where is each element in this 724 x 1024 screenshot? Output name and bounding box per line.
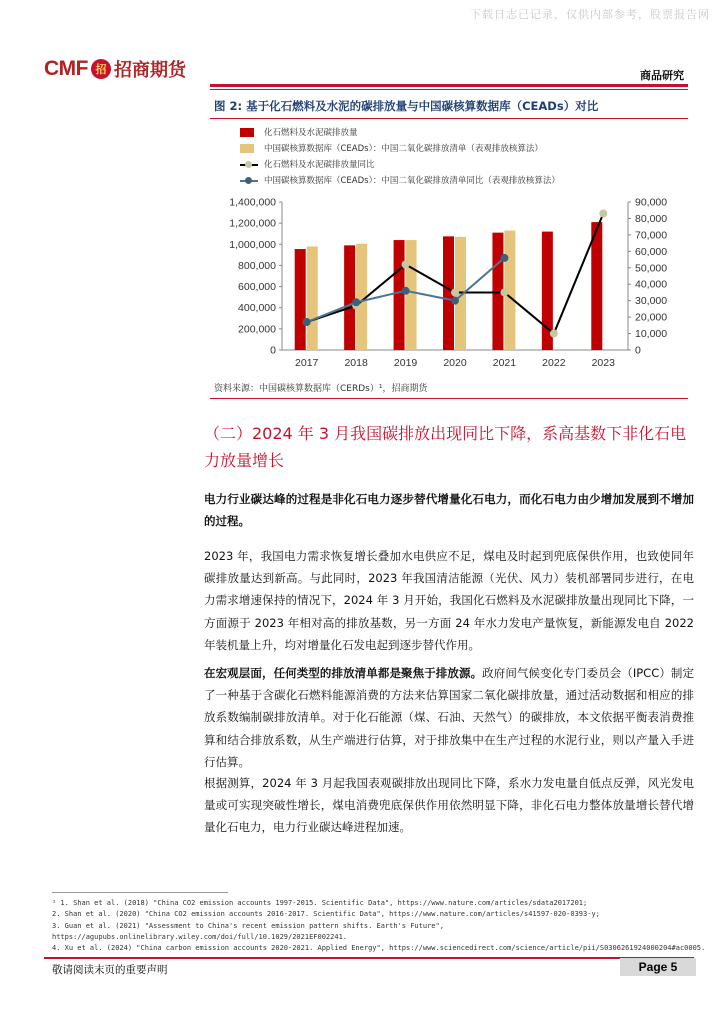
series-point [500, 288, 508, 296]
footer-disclaimer: 敬请阅读末页的重要声明 [52, 964, 168, 976]
legend-swatch [240, 128, 254, 137]
paragraph [204, 662, 694, 773]
x-tick-label: 2022 [542, 357, 566, 369]
x-tick-label: 2023 [591, 357, 615, 369]
bar [295, 249, 306, 350]
left-tick-label: 800,000 [238, 259, 276, 272]
legend-label: 中国碳核算数据库（CEADs）：中国二氧化碳排放清单同比（表观排放核算法） [264, 176, 560, 186]
footnote-line: 2. Shan et al. (2020) "China CO2 emission accounts 2016-2017. Scientific Data", https://www.nature.com/articles/s41597-020-0393-y; [52, 910, 600, 919]
section-heading: （二）2024 年 3 月我国碳排放出现同比下降，系高基数下非化石电力放量增长 [204, 424, 687, 470]
right-tick-label: 20,000 [635, 311, 668, 324]
bar [344, 245, 355, 350]
header-rule [210, 84, 688, 87]
left-tick-label: 400,000 [238, 302, 276, 315]
paragraph [204, 772, 694, 839]
series-point [599, 210, 607, 218]
right-tick-label: 40,000 [635, 278, 668, 291]
series-point [402, 260, 410, 268]
header-rule-thin [210, 89, 688, 90]
series-point [550, 330, 558, 338]
logo-emblem-icon: 招 [91, 59, 111, 79]
left-tick-label: 0 [270, 344, 276, 357]
section-tag: 商品研究 [640, 69, 684, 82]
right-tick-label: 70,000 [635, 229, 668, 242]
left-tick-label: 200,000 [238, 323, 276, 336]
chart-legend [240, 124, 560, 188]
logo-company-name: 招商期货 [114, 60, 186, 81]
watermark: 下载日志已记录，仅供内部参考，股票报告网 [470, 8, 710, 21]
footnote-rule [52, 892, 228, 893]
left-tick-label: 1,000,000 [229, 238, 276, 251]
footnote-line: https://agupubs.onlinelibrary.wiley.com/doi/full/10.1029/2021EF002241. [52, 932, 348, 941]
footnote-line: 3. Guan et al. (2021) "Assessment to China's recent emission pattern shifts. Earth's Future", [52, 921, 444, 930]
legend-line-marker [240, 160, 258, 169]
right-tick-label: 60,000 [635, 245, 668, 258]
paragraph [204, 488, 694, 532]
series-point [451, 288, 459, 296]
legend-label: 化石燃料及水泥碳排放量 [264, 128, 358, 138]
right-tick-label: 80,000 [635, 212, 668, 225]
paragraph-text: 政府间气候变化专门委员会（IPCC）制定了一种基于含碳化石燃料能源消费的方法来估算国家二氧化碳排放量，通过活动数据和相应的排放系数编制碳排放清单。对于化石能源（煤、石油、天然气）的碳排放，本文依据平衡表消费推算和结合排放系数，从生产端进行估算，对于排放集中在生产过程的水泥行业，则以产量入手进行估算。 [204, 666, 694, 769]
right-tick-label: 10,000 [635, 328, 668, 341]
series-point [500, 254, 508, 262]
page-number: Page 5 [620, 958, 696, 976]
left-tick-label: 1,400,000 [229, 196, 276, 209]
bar [307, 246, 318, 350]
figure-source-rule [210, 398, 688, 399]
paragraph-text: 2023 年，我国电力需求恢复增长叠加水电供应不足，煤电及时起到兜底保供作用，也致使同年碳排放量达到新高。与此同时，2023 年我国清洁能源（光伏、风力）装机部署同步进行，在电力需求增速保持的情况下，2024 年 3 月开始，我国化石燃料及水泥碳排放量出现同比下降，一方面源于 2023 年相对高的排放基数，另一方面 24 年水力发电产量恢复，新能源发电自 2022 年装机量上升，均对增量化石发电起到逐步替代作用。 [204, 549, 694, 652]
x-tick-label: 2019 [393, 357, 418, 369]
paragraph-bold: 在宏观层面，任何类型的排放清单都是聚焦于排放源。 [204, 666, 483, 680]
logo-cmf-text: CMF [44, 57, 88, 80]
bar [406, 240, 417, 350]
left-tick-label: 600,000 [238, 281, 276, 294]
legend-entry [240, 140, 560, 156]
right-tick-label: 90,000 [635, 196, 668, 209]
legend-entry [240, 124, 560, 140]
paragraph-text: 根据测算，2024 年 3 月起我国表观碳排放出现同比下降，系水力发电量自低点反弹，风光发电量或可实现突破性增长，煤电消费兜底保供作用依然明显下降，非化石电力整体放量增长替代增量化石电力，电力行业碳达峰进程加速。 [204, 776, 694, 835]
bar [394, 240, 405, 350]
series-point [402, 287, 410, 295]
right-tick-label: 30,000 [635, 295, 668, 308]
legend-entry [240, 156, 560, 172]
legend-swatch [240, 144, 254, 153]
x-tick-label: 2018 [344, 357, 368, 369]
legend-label: 化石燃料及水泥碳排放量同比 [264, 160, 375, 170]
series-point [352, 298, 360, 306]
series-point [451, 297, 459, 305]
paragraph-bold: 电力行业碳达峰的过程是非化石电力逐步替代增量化石电力，而化石电力由少增加发展到不增加的过程。 [204, 492, 694, 529]
x-tick-label: 2020 [443, 357, 467, 369]
footnotes [52, 898, 706, 954]
legend-line-marker [240, 176, 258, 185]
footer-rule [44, 957, 694, 959]
figure-source: 资料来源：中国碳核算数据库（CERDs）¹，招商期货 [214, 384, 428, 394]
series-point [303, 318, 311, 326]
footnote-line: ¹ 1. Shan et al. (2018) "China CO2 emission accounts 1997-2015. Scientific Data", https://www.nature.com/articles/sdata2017201; [52, 899, 588, 907]
legend-entry [240, 172, 560, 188]
paragraph [204, 545, 694, 656]
x-tick-label: 2021 [492, 357, 517, 369]
figure-title-rule [210, 118, 688, 119]
figure-title: 图 2: 基于化石燃料及水泥的碳排放量与中国碳核算数据库（CEADs）对比 [214, 99, 599, 113]
left-tick-label: 1,200,000 [229, 217, 276, 230]
company-logo [44, 56, 186, 82]
x-tick-label: 2017 [295, 357, 319, 369]
footnote-line: 4. Xu et al. (2024) "China carbon emission accounts 2020-2021. Applied Energy", https://www.sciencedirect.com/science/article/pii/S0306261924000204#ac0005. [52, 944, 706, 953]
right-tick-label: 0 [635, 344, 641, 357]
right-tick-label: 50,000 [635, 262, 668, 275]
legend-label: 中国碳核算数据库（CEADs）：中国二氧化碳排放清单（表观排放核算法） [264, 144, 543, 154]
emissions-chart [210, 190, 688, 376]
